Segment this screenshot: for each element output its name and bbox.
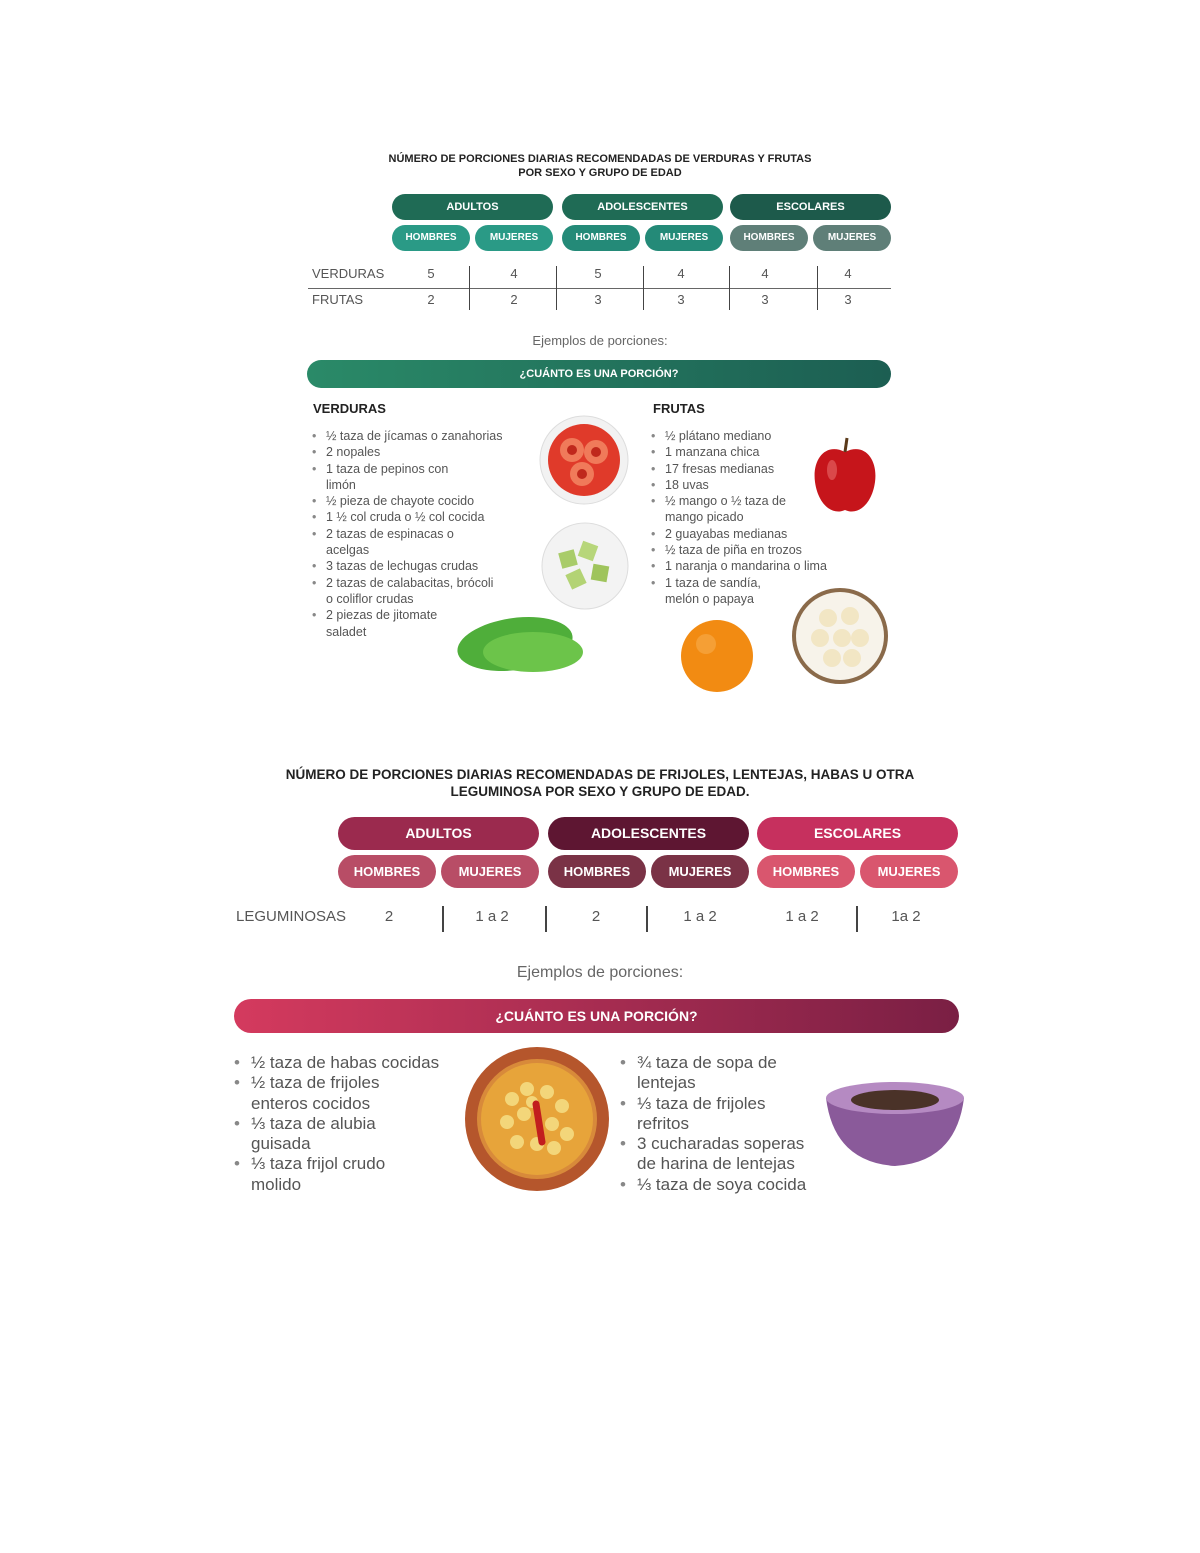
- leg-right-list: [620, 1053, 830, 1195]
- veg-sex-adultos-hombres: HOMBRES: [392, 225, 470, 251]
- list-item: • 1 naranja o mandarina o lima: [651, 558, 866, 574]
- list-item: • 2 nopales: [312, 444, 544, 460]
- list-item: • 17 fresas medianas: [651, 461, 866, 477]
- apple-image: [810, 434, 880, 518]
- leg-cell: 1 a 2: [683, 908, 717, 925]
- list-item: • ⅓ taza de frijoles refritos: [620, 1094, 797, 1135]
- leg-sex-adolescentes-mujeres: MUJERES: [651, 855, 749, 888]
- veg-group-adolescentes: ADOLESCENTES: [562, 194, 723, 220]
- veg-cell: 5: [427, 266, 435, 281]
- list-item: • 1 taza de sandía, melón o papaya: [651, 575, 795, 608]
- veg-cell: 3: [594, 292, 602, 307]
- veg-col-divider: [469, 266, 470, 310]
- list-item: • 2 tazas de calabacitas, brócoli o coliflor crudas: [312, 575, 496, 608]
- tomato-slices-image: [538, 414, 630, 506]
- leg-cell: 1 a 2: [475, 908, 509, 925]
- leg-col-divider: [545, 906, 547, 932]
- leg-row-label: LEGUMINOSAS: [236, 908, 347, 925]
- veg-cell: 4: [510, 266, 518, 281]
- veg-sex-adultos-mujeres: MUJERES: [475, 225, 553, 251]
- leg-title-line2: LEGUMINOSA POR SEXO Y GRUPO DE EDAD.: [450, 784, 750, 799]
- lentil-bowl-image: [822, 1070, 968, 1170]
- leg-group-adolescentes: ADOLESCENTES: [548, 817, 749, 850]
- list-item: • ½ plátano mediano: [651, 428, 866, 444]
- list-item: • 1 ½ col cruda o ½ col cocida: [312, 509, 544, 525]
- leg-sex-adultos-mujeres: MUJERES: [441, 855, 539, 888]
- list-item: • 2 guayabas medianas: [651, 526, 866, 542]
- list-item: • 3 cucharadas soperas de harina de lentejas: [620, 1134, 827, 1175]
- veg-cell: 2: [427, 292, 435, 307]
- veg-sex-adolescentes-hombres: HOMBRES: [562, 225, 640, 251]
- veg-sex-escolares-mujeres: MUJERES: [813, 225, 891, 251]
- list-item: • ⅓ taza frijol crudo molido: [234, 1154, 421, 1195]
- veg-sex-escolares-hombres: HOMBRES: [730, 225, 808, 251]
- veg-row-label-verduras: VERDURAS: [312, 266, 385, 281]
- veg-cell: 5: [594, 266, 602, 281]
- list-item: • ½ mango o ½ taza de mango picado: [651, 493, 805, 526]
- veg-title-line2: POR SEXO Y GRUPO DE EDAD: [518, 167, 682, 179]
- veg-table-divider: [308, 288, 891, 289]
- veg-group-adultos: ADULTOS: [392, 194, 553, 220]
- leg-portion-bar: ¿CUÁNTO ES UNA PORCIÓN?: [234, 999, 959, 1033]
- veg-cell: 3: [761, 292, 769, 307]
- banana-slices-image: [790, 586, 890, 686]
- list-item: • ¾ taza de sopa de lentejas: [620, 1053, 807, 1094]
- veg-col-divider: [729, 266, 730, 310]
- veg-cell: 4: [761, 266, 769, 281]
- leg-title: [200, 766, 1000, 800]
- veg-title-line1: NÚMERO DE PORCIONES DIARIAS RECOMENDADAS DE VERDURAS Y FRUTAS: [388, 153, 812, 165]
- nopal-image: [455, 610, 587, 676]
- list-item: • 18 uvas: [651, 477, 866, 493]
- veg-col-divider: [643, 266, 644, 310]
- verduras-list: [312, 428, 544, 640]
- veg-cell: 2: [510, 292, 518, 307]
- leg-cell: 1 a 2: [785, 908, 819, 925]
- leg-cell: 2: [591, 908, 601, 925]
- orange-image: [678, 616, 756, 694]
- leg-sex-escolares-hombres: HOMBRES: [757, 855, 855, 888]
- list-item: • ½ taza de jícamas o zanahorias: [312, 428, 544, 444]
- leg-sex-escolares-mujeres: MUJERES: [860, 855, 958, 888]
- veg-cell: 3: [844, 292, 852, 307]
- leg-col-divider: [646, 906, 648, 932]
- veg-cell: 4: [844, 266, 852, 281]
- list-item: • ½ taza de habas cocidas: [234, 1053, 466, 1073]
- veg-title: [300, 152, 900, 180]
- veg-sex-adolescentes-mujeres: MUJERES: [645, 225, 723, 251]
- veg-cell: 4: [677, 266, 685, 281]
- list-item: • ⅓ taza de soya cocida: [620, 1175, 830, 1195]
- list-item: • ½ taza de piña en trozos: [651, 542, 866, 558]
- veg-group-escolares: ESCOLARES: [730, 194, 891, 220]
- leg-left-list: [234, 1053, 466, 1195]
- list-item: • 1 taza de pepinos con limón: [312, 461, 456, 494]
- list-item: • 2 piezas de jitomate saladet: [312, 607, 476, 640]
- list-item: • 2 tazas de espinacas o acelgas: [312, 526, 486, 559]
- leg-sex-adultos-hombres: HOMBRES: [338, 855, 436, 888]
- leg-title-line1: NÚMERO DE PORCIONES DIARIAS RECOMENDADAS DE FRIJOLES, LENTEJAS, HABAS U OTRA: [285, 767, 915, 782]
- veg-cell: 3: [677, 292, 685, 307]
- frutas-heading: FRUTAS: [653, 401, 705, 416]
- leg-group-adultos: ADULTOS: [338, 817, 539, 850]
- veg-portion-bar: ¿CUÁNTO ES UNA PORCIÓN?: [307, 360, 891, 388]
- list-item: • ½ pieza de chayote cocido: [312, 493, 544, 509]
- bean-pot-image: [462, 1044, 612, 1194]
- list-item: • ½ taza de frijoles enteros cocidos: [234, 1073, 421, 1114]
- leg-examples-label: Ejemplos de porciones:: [516, 964, 684, 981]
- chayote-pieces-image: [540, 521, 630, 611]
- leg-group-escolares: ESCOLARES: [757, 817, 958, 850]
- list-item: • 1 manzana chica: [651, 444, 866, 460]
- leg-cell: 2: [384, 908, 394, 925]
- veg-row-label-frutas: FRUTAS: [312, 292, 364, 307]
- leg-col-divider: [856, 906, 858, 932]
- verduras-heading: VERDURAS: [313, 401, 386, 416]
- veg-examples-label: Ejemplos de porciones:: [532, 333, 668, 348]
- leg-sex-adolescentes-hombres: HOMBRES: [548, 855, 646, 888]
- veg-col-divider: [817, 266, 818, 310]
- veg-col-divider: [556, 266, 557, 310]
- list-item: • 3 tazas de lechugas crudas: [312, 558, 544, 574]
- list-item: • ⅓ taza de alubia guisada: [234, 1114, 411, 1155]
- leg-cell: 1a 2: [891, 908, 921, 925]
- leg-col-divider: [442, 906, 444, 932]
